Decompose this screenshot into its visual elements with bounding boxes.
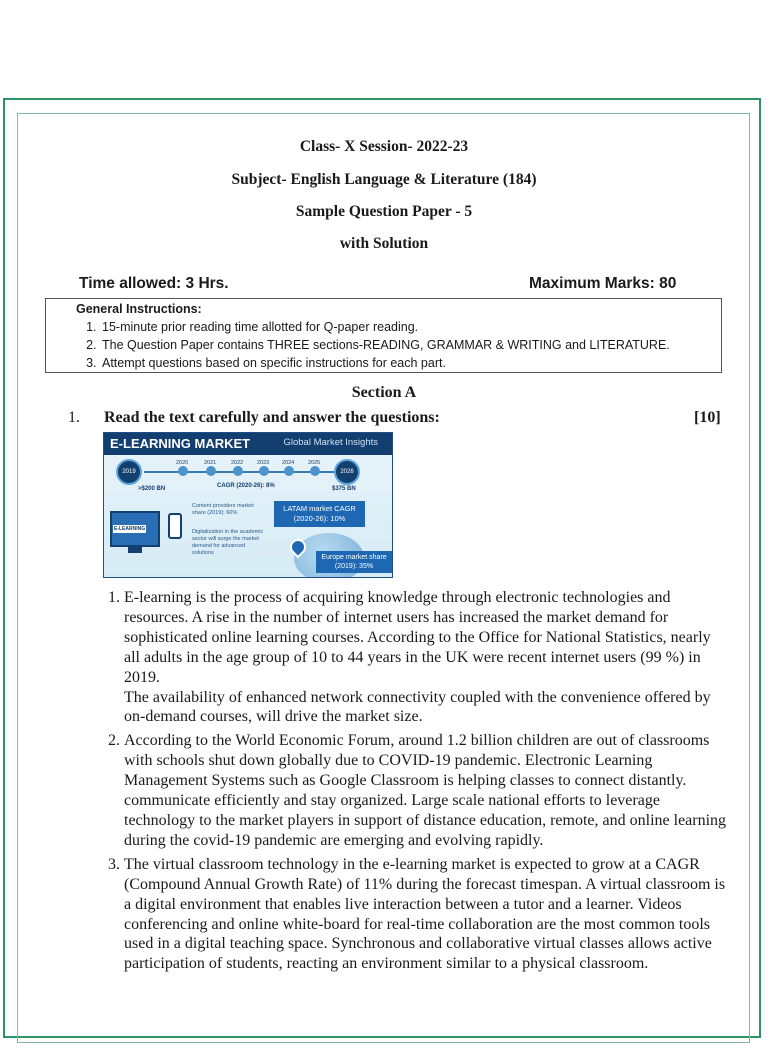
passage-item — [124, 855, 729, 974]
passage-paragraph: The availability of enhanced network connectivity coupled with the convenience offered by on-demand courses, will drive the market size. — [124, 688, 711, 726]
timeline-year: 2022 — [231, 460, 244, 466]
solution-subtitle: with Solution — [339, 235, 429, 252]
end-market-value: $375 BN — [332, 486, 356, 492]
paper-title: Sample Question Paper - 5 — [295, 203, 473, 220]
phone-icon — [168, 513, 182, 539]
general-instructions-box — [45, 298, 722, 373]
start-market-value: >$200 BN — [138, 486, 166, 492]
class-session-heading: Class- X Session- 2022-23 — [299, 138, 469, 155]
question-marks: [10] — [694, 409, 721, 426]
europe-share-badge: Europe market share (2019): 35% — [316, 551, 392, 573]
timeline-year: 2020 — [176, 460, 189, 466]
passage-paragraph: 2. According to the World Economic Forum, around 1.2 billion children are out of classrooms with schools shut down globally due to COVID-19 pandemic. Electronic Learning Management Systems such as Google Classroom is helping classes to connect distantly. communicate efficiently and stay organized. Large scale national efforts to leverage technology to the market players in support of distance education, remote, and online learning during the covid-19 pandemic are emerging and evolving rapidly. — [124, 732, 727, 849]
timeline-line — [144, 471, 354, 473]
computer-screen-icon — [110, 511, 160, 547]
timeline-start-year: 2019 — [116, 459, 142, 485]
maximum-marks: Maximum Marks: 80 — [529, 275, 677, 292]
infographic-title: E-LEARNING MARKET — [110, 436, 251, 451]
passage-paragraph: 3. The virtual classroom technology in the e-learning market is expected to grow at a CAGR (Compound Annual Growth Rate) of 11% during the forecast timespan. A virtual classroom is a digital environment that enables live interaction between a tutor and a learner. Videos conferencing and online white-board for real-time collaboration are the most common tools used in a digital teaching space. Synchronous and collaborative virtual classes allows active participation of students, reacting an environment similar to a physical classroom. — [124, 855, 726, 973]
e-learning-infographic — [103, 432, 393, 578]
screen-label: E-LEARNING — [114, 526, 146, 532]
question-number: 1. — [68, 409, 80, 426]
timeline-dot — [259, 466, 269, 476]
time-allowed: Time allowed: 3 Hrs. — [79, 275, 229, 292]
timeline-dot — [310, 466, 320, 476]
section-title: Section A — [351, 384, 417, 401]
instructions-list — [76, 318, 721, 372]
instruction-item: 2. The Question Paper contains THREE sections-READING, GRAMMAR & WRITING and LITERATURE. — [100, 336, 721, 354]
timeline-end-year: 2026 — [334, 459, 360, 485]
infographic-brand: Global Market Insights — [283, 437, 378, 448]
reading-passages — [104, 588, 729, 978]
question-text: Read the text carefully and answer the questions: — [104, 409, 440, 426]
passage-item — [124, 731, 729, 850]
timeline-dot — [233, 466, 243, 476]
timeline-year: 2021 — [204, 460, 217, 466]
timeline-year: 2025 — [308, 460, 321, 466]
latam-cagr-badge: LATAM market CAGR (2020-26): 10% — [274, 501, 365, 527]
subject-heading: Subject- English Language & Literature (184) — [231, 171, 537, 188]
timeline-dot — [178, 466, 188, 476]
content-providers-note: Content providers market share (2019): 60% — [192, 503, 254, 516]
computer-stand-icon — [128, 547, 142, 553]
instruction-item: 1. 15-minute prior reading time allotted for Q-paper reading. — [100, 318, 721, 336]
timeline-year: 2023 — [257, 460, 270, 466]
academic-sector-note: Digitalization in the academic sector will surge the market demand for advanced solutions — [192, 529, 264, 556]
passage-item — [124, 588, 729, 727]
timeline-year: 2024 — [282, 460, 295, 466]
timeline-dot — [284, 466, 294, 476]
cagr-label: CAGR (2020-26): 8% — [217, 483, 275, 489]
instructions-title: General Instructions: — [76, 302, 202, 316]
timeline-dot — [206, 466, 216, 476]
instruction-item: 3. Attempt questions based on specific instructions for each part. — [100, 354, 721, 372]
passage-paragraph: 1. E-learning is the process of acquiring knowledge through electronic technologies and resources. A rise in the number of internet users has increased the market demand for sophisticated online learning courses. According to the Office for National Statistics, nearly all adults in the age group of 10 to 44 years in the UK were recent internet users (99 %) in 2019. — [124, 589, 711, 686]
